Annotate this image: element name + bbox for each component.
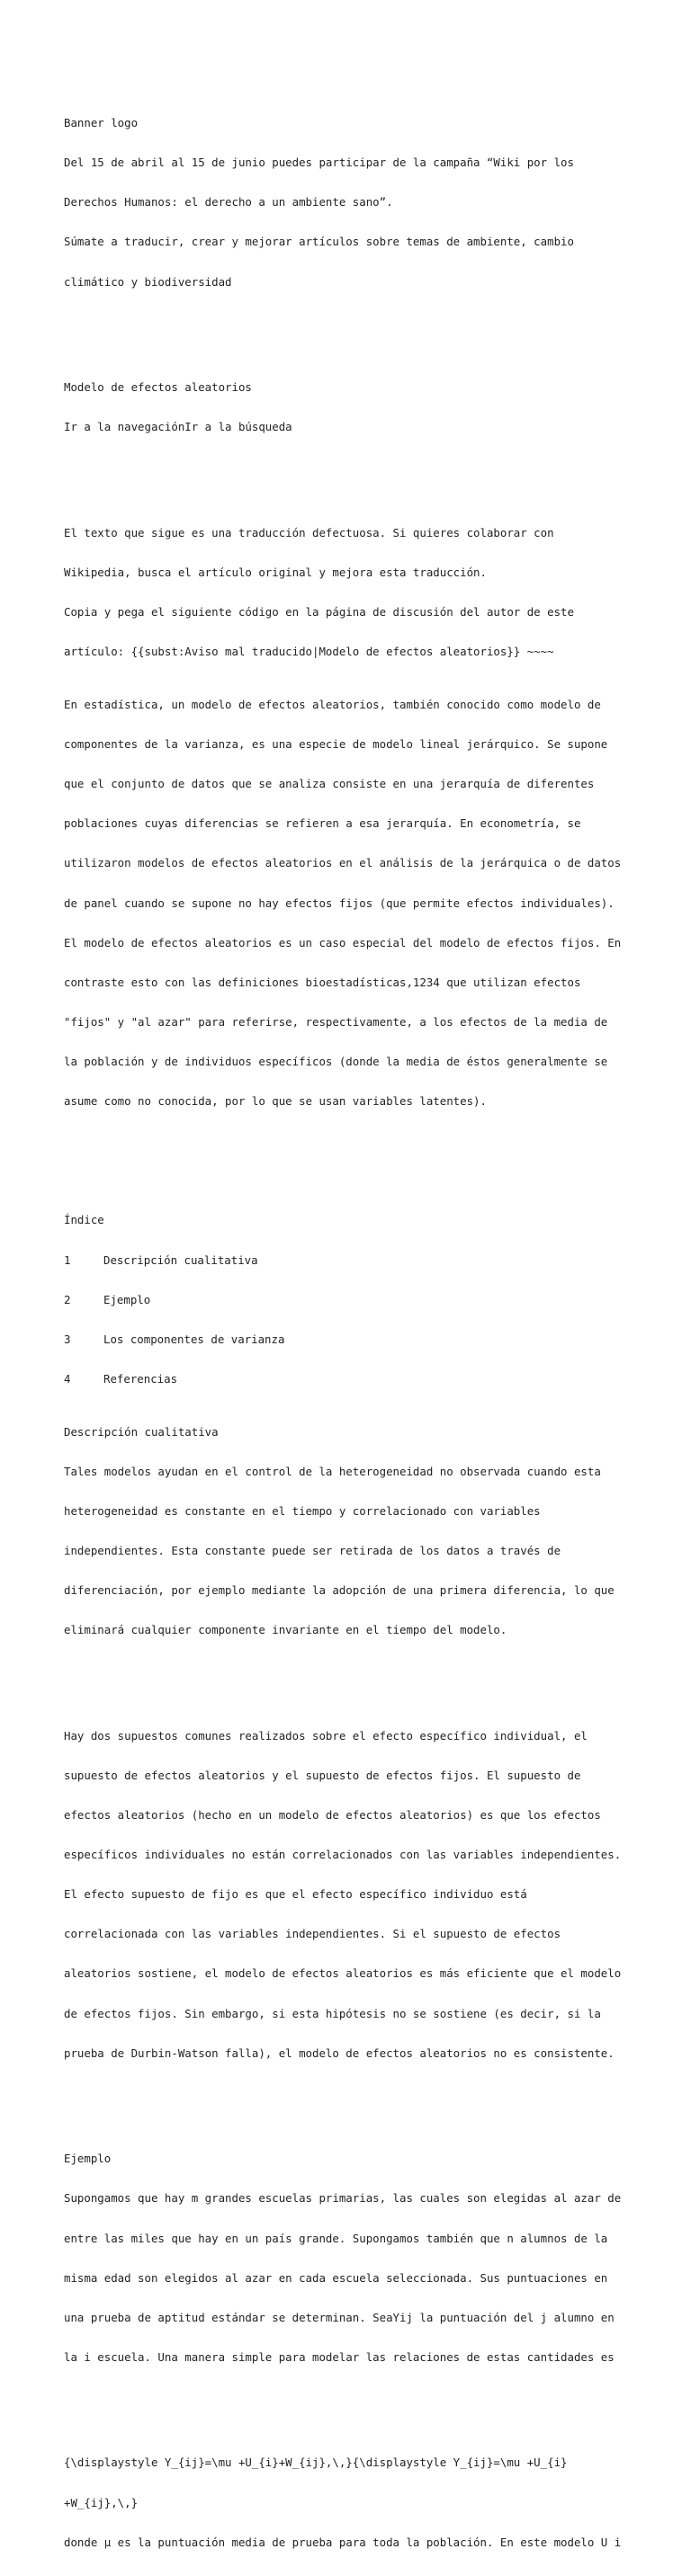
paragraph-line: una prueba de aptitud estándar se determinan. SeaYij la puntuación del j alumno en [64,2310,615,2324]
paragraph-line: independientes. Esta constante puede ser retirada de los datos a través de [64,1544,561,1557]
campaign-text-line: climático y biodiversidad [64,274,232,289]
translation-notice-line: Wikipedia, busca el artículo original y mejora esta traducción. [64,565,487,579]
paragraph-line: Tales modelos ayudan en el control de la heterogeneidad no observada cuando esta [64,1464,601,1478]
toc-item-number: 2 [64,1292,71,1306]
banner-logo: Banner logo [64,116,139,130]
spacer [64,2404,631,2418]
toc-item-label: Referencias [103,1371,178,1386]
toc-heading: Índice [64,1213,104,1227]
spacer [64,474,631,487]
intro-paragraph-line: la población y de individuos específicos (donde la media de éstos generalmente se [64,1055,608,1068]
spacer [64,1148,631,1174]
paragraph-line: donde μ es la puntuación media de prueba para toda la población. En este modelo U i [64,2535,622,2549]
formula-line: {\displaystyle Y_{ij}=\mu +U_{i}+W_{ij},\,}{\displaystyle Y_{ij}=\mu +U_{i} [64,2456,568,2470]
toc-item-label: Ejemplo [103,1292,151,1306]
campaign-text-line: Del 15 de abril al 15 de junio puedes participar de la campaña “Wiki por los [64,156,574,170]
intro-paragraph-line: que el conjunto de datos que se analiza consiste en una jerarquía de diferentes [64,777,595,791]
toc-item-label: Los componentes de varianza [103,1332,285,1346]
toc-item-number: 3 [64,1332,71,1346]
intro-paragraph-line: En estadística, un modelo de efectos aleatorios, también conocido como modelo de [64,698,601,712]
paragraph-line: entre las miles que hay en un país grande. Supongamos también que n alumnos de la [64,2231,608,2245]
intro-paragraph-line: contraste esto con las definiciones bioestadísticas,1234 que utilizan efectos [64,975,581,989]
paragraph-line: aleatorios sostiene, el modelo de efectos aleatorios es más eficiente que el modelo [64,1966,622,1981]
paragraph-line: misma edad son elegidos al azar en cada escuela seleccionada. Sus puntuaciones en [64,2270,608,2285]
intro-paragraph-line: asume como no conocida, por lo que se usan variables latentes). [64,1094,487,1109]
section-heading: Ejemplo [64,2152,112,2166]
paragraph-line: eliminará cualquier componente invariante en el tiempo del modelo. [64,1623,507,1637]
intro-paragraph-line: utilizaron modelos de efectos aleatorios en el análisis de la jerárquica o de datos [64,856,622,870]
paragraph-line: la i escuela. Una manera simple para modelar las relaciones de estas cantidades es [64,2349,615,2364]
paragraph-line: supuesto de efectos aleatorios y el supuesto de efectos fijos. El supuesto de [64,1768,581,1782]
intro-paragraph-line: "fijos" y "al azar" para referirse, respectivamente, a los efectos de la media de [64,1014,608,1029]
skip-links[interactable]: Ir a la navegaciónIr a la búsqueda [64,420,292,434]
translation-notice-line: El texto que sigue es una traducción defectuosa. Si quieres colaborar con [64,525,554,539]
toc-item[interactable] [64,1333,631,1347]
intro-paragraph-line: poblaciones cuyas diferencias se refieren a esa jerarquía. En econometría, se [64,816,581,831]
page-title: Modelo de efectos aleatorios [64,380,252,395]
article-document [64,77,631,2576]
toc-item[interactable] [64,1373,631,1386]
paragraph-line: Hay dos supuestos comunes realizados sobre el efecto específico individual, el [64,1728,588,1743]
paragraph-line: prueba de Durbin-Watson falla), el modelo de efectos aleatorios no es consistente. [64,2046,615,2060]
toc-item[interactable] [64,1254,631,1268]
paragraph-line: heterogeneidad es constante en el tiempo y correlacionado con variables [64,1503,541,1518]
toc-item-number: 4 [64,1371,71,1386]
paragraph-line: específicos individuales no están correlacionados con las variables independientes. [64,1848,622,1862]
campaign-text-line: Súmate a traducir, crear y mejorar artículos sobre temas de ambiente, cambio [64,235,574,249]
paragraph-line: correlacionada con las variables independientes. Si el supuesto de efectos [64,1927,561,1941]
section-heading: Descripción cualitativa [64,1424,219,1439]
toc-item-number: 1 [64,1252,71,1267]
intro-paragraph-line: de panel cuando se supone no hay efectos fijos (que permite efectos individuales). [64,896,615,910]
spacer [64,1677,631,1690]
translation-notice-line: artículo: {{subst:Aviso mal traducido|Modelo de efectos aleatorios}} ~~~~ [64,645,554,659]
spacer [64,2100,631,2114]
intro-paragraph-line: componentes de la varianza, es una especie de modelo lineal jerárquico. Se supone [64,737,608,752]
paragraph-line: efectos aleatorios (hecho en un modelo de efectos aleatorios) es que los efectos [64,1808,601,1823]
paragraph-line: El efecto supuesto de fijo es que el efecto específico individuo está [64,1887,527,1902]
toc-item-label: Descripción cualitativa [103,1252,258,1267]
formula-line: +W_{ij},\,} [64,2495,139,2509]
paragraph-line: de efectos fijos. Sin embargo, si esta hipótesis no se sostiene (es decir, si la [64,2006,601,2020]
translation-notice-line: Copia y pega el siguiente código en la página de discusión del autor de este [64,605,574,619]
campaign-text-line: Derechos Humanos: el derecho a un ambiente sano”. [64,195,393,209]
paragraph-line: diferenciación, por ejemplo mediante la adopción de una primera diferencia, lo que [64,1583,615,1598]
intro-paragraph-line: El modelo de efectos aleatorios es un caso especial del modelo de efectos fijos. En [64,935,622,949]
spacer [64,328,631,342]
toc-item[interactable] [64,1294,631,1307]
paragraph-line: Supongamos que hay m grandes escuelas primarias, las cuales son elegidas al azar de [64,2191,622,2206]
